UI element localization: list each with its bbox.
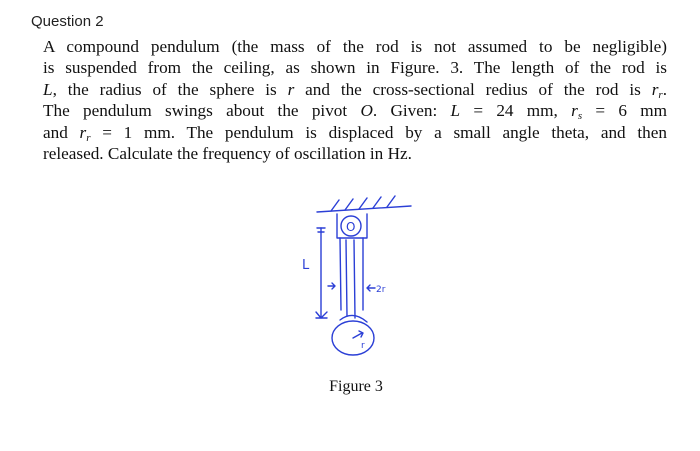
text-fragment: . Given: [372,101,451,121]
subscript-r: r [86,131,91,144]
text-fragment: = 24 mm, [460,101,572,121]
length-label: L [302,258,310,273]
problem-line-3 [43,79,667,100]
problem-line-2: is suspended from the ceiling, as shown in Figure. 3. The length of the rod is [43,58,667,78]
diameter-arrow [367,285,375,291]
pendulum-sketch [283,192,423,368]
question-heading: Question 2 [31,13,104,30]
problem-line-1: A compound pendulum (the mass of the rod is not assumed to be negligible) [43,37,667,56]
var-r-s: r [571,101,578,121]
text-fragment: and the cross-sectional redius of the rod is [294,79,652,99]
problem-line-6: released. Calculate the frequency of oscillation in Hz. [43,144,412,164]
sphere-radius-label: r [361,341,365,351]
dimension-arrow-mid [328,283,335,289]
rod-left-edge [340,238,341,310]
figure-caption-text: Figure 3 [329,378,383,395]
var-L: L [43,79,53,99]
var-L: L [450,101,461,121]
rod-center-right [354,240,355,318]
sphere-radius [353,331,363,338]
text-fragment: . [662,79,667,99]
text-fragment: and [43,122,80,142]
problem-line-5 [43,122,667,143]
text-fragment: = 6 mm [582,101,668,121]
var-r-r: r [79,122,87,142]
var-r: r [287,79,295,99]
figure-caption [0,378,700,396]
problem-line-4 [43,100,667,121]
pivot-label: O [346,220,356,234]
text-fragment: The pendulum swings about the pivot [43,101,361,121]
text-fragment: , the radius of the sphere is [52,79,288,99]
problem-statement [43,36,667,164]
var-O: O [360,101,373,121]
subscript-r: r [658,88,663,101]
var-r-r: r [651,79,659,99]
rod-center-left [346,240,347,316]
text-fragment: = 1 mm. The pendulum is displaced by a small angle theta, and then [90,122,667,142]
diameter-label: 2r [376,285,386,295]
subscript-s: s [577,110,583,123]
